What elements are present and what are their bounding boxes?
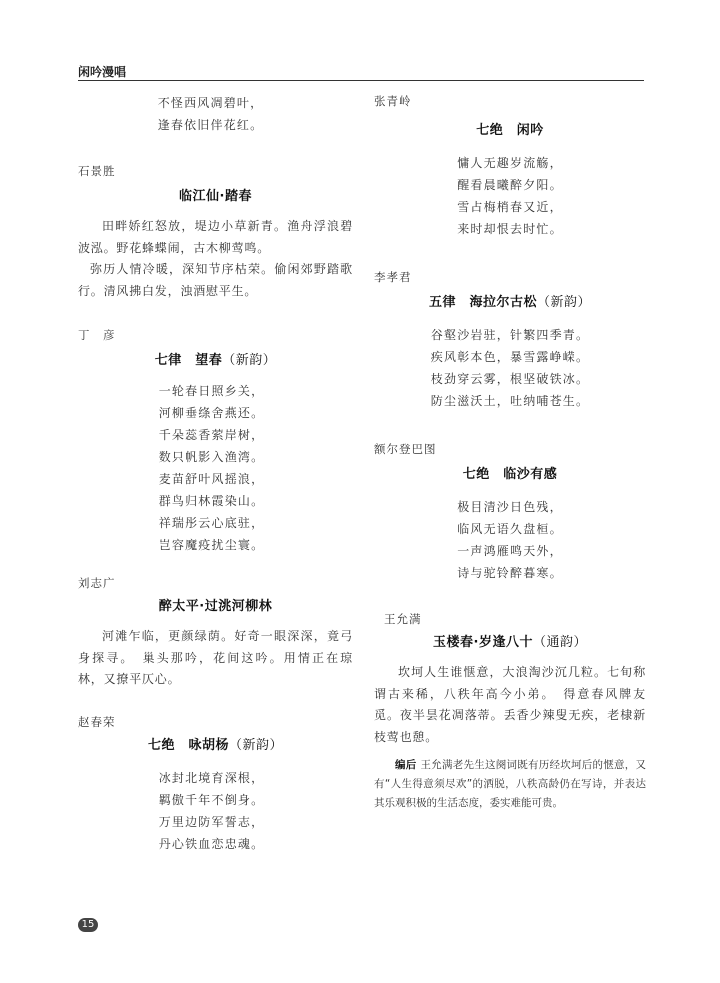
poem-line: 诗与驼铃醉暮寒。 bbox=[457, 566, 563, 580]
poem-author: 丁 彦 bbox=[78, 328, 116, 342]
poem-wangchun bbox=[78, 326, 353, 556]
editor-note-body: 王允满老先生这阕词既有历经坎坷后的惬意，又有“人生得意须尽欢”的洒脱，八秩高龄仍在写诗，并表达其乐观积极的生活态度，委实难能可贵。 bbox=[374, 759, 646, 809]
poem-line: 一轮春日照乡关， bbox=[158, 384, 265, 398]
left-column bbox=[78, 92, 353, 855]
poem-author: 张青岭 bbox=[374, 94, 412, 108]
page-number: 15 bbox=[78, 918, 98, 932]
poem-author: 额尔登巴图 bbox=[374, 442, 437, 456]
poem-line: 不怪西风凋碧叶， bbox=[157, 96, 264, 110]
poem-paragraph: 河滩乍临，更颜绿荫。好奇一眼深深，竟弓身探寻。 巢头那吟，花间这吟。用情正在琼林，又撩平仄心。 bbox=[78, 629, 353, 686]
poem-lines bbox=[70, 380, 353, 556]
poem-lines bbox=[374, 324, 646, 412]
poem-paragraph: 田畔娇红怒放，堤边小草新青。渔舟浮浪碧波泓。野花蜂蝶闹，古木柳莺鸣。 bbox=[78, 219, 353, 255]
poem-huyang bbox=[78, 713, 353, 855]
poem-rhyme-note: （通韵） bbox=[532, 635, 587, 650]
poem-line: 丹心铁血恋忠魂。 bbox=[158, 836, 265, 851]
poem-line: 雪占梅梢春又近， bbox=[457, 200, 563, 214]
poem-line: 一声鸿雁鸣天外， bbox=[457, 544, 563, 558]
poem-line: 羁傲千年不倒身。 bbox=[158, 792, 265, 807]
poem-title bbox=[78, 735, 353, 757]
section-title: 闲吟漫唱 bbox=[78, 65, 127, 79]
poem-title-text: 玉楼春·岁逢八十 bbox=[433, 635, 533, 650]
poem-line: 谷壑沙岩驻，针繁四季青。 bbox=[430, 328, 590, 342]
poem-author: 王允满 bbox=[384, 612, 422, 626]
poem-line: 慵人无趣岁流觞， bbox=[457, 156, 563, 170]
page-header bbox=[78, 60, 644, 81]
poem-line: 枝劲穿云雾，根坚破铁冰。 bbox=[430, 372, 590, 386]
poem-title bbox=[374, 632, 646, 654]
editor-note-text bbox=[374, 756, 646, 813]
continued-poem bbox=[68, 92, 353, 136]
poem-paragraph: 坎坷人生谁惬意，大浪淘沙沉几粒。七旬称谓古来稀，八秩年高今小弟。 得意春风牌友觅。夜半昙花凋落蒂。丢香少辣叟无疾，老棣新枝莺也憩。 bbox=[374, 665, 646, 744]
poem-author: 石景胜 bbox=[78, 164, 116, 178]
poem-yulouchun bbox=[374, 610, 646, 748]
poem-title: 醉太平·过洮河柳林 bbox=[158, 599, 273, 614]
poem-line: 万里边防军誓志， bbox=[158, 814, 265, 829]
poem-title: 七绝 临沙有感 bbox=[462, 467, 558, 482]
poem-line: 逢春依旧伴花红。 bbox=[157, 118, 264, 132]
poem-author: 刘志广 bbox=[78, 576, 116, 590]
poem-line: 祥瑞彤云心底驻， bbox=[158, 516, 265, 530]
editor-note bbox=[374, 756, 646, 813]
poem-linjiangxian bbox=[78, 162, 353, 302]
poem-author: 李孝君 bbox=[374, 270, 412, 284]
poem-line: 防尘滋沃土，吐纳哺苍生。 bbox=[430, 394, 590, 408]
poem-title bbox=[78, 350, 353, 372]
poem-line: 岂容魔疫扰尘寰。 bbox=[158, 538, 265, 552]
poem-title: 临江仙·踏春 bbox=[179, 189, 252, 204]
poem-line: 来时却恨去时忙。 bbox=[457, 222, 563, 236]
poem-line: 河柳垂绦舍燕还。 bbox=[158, 406, 265, 420]
poem-zuitaiping bbox=[78, 574, 353, 691]
poem-line: 群鸟归林霞染山。 bbox=[158, 494, 265, 508]
poem-line: 冰封北境育深根， bbox=[158, 770, 265, 785]
poem-lines bbox=[70, 767, 353, 855]
poem-lines bbox=[374, 152, 646, 240]
poem-line: 疾风彰本色，暴雪露峥嵘。 bbox=[430, 350, 590, 364]
editor-note-label: 编后 bbox=[395, 759, 417, 771]
poem-title-text: 七律 望春 bbox=[154, 353, 223, 368]
poem-title: 七绝 闲吟 bbox=[476, 123, 544, 138]
poem-xianyin bbox=[374, 92, 646, 240]
poem-rhyme-note: （新韵） bbox=[229, 737, 284, 753]
poem-line: 数只帆影入渔湾。 bbox=[158, 450, 265, 464]
poem-title bbox=[374, 292, 646, 314]
poem-hailaer bbox=[374, 268, 646, 412]
poem-line: 麦苗舒叶风摇浪， bbox=[158, 472, 265, 486]
poem-rhyme-note: （新韵） bbox=[222, 353, 277, 368]
poem-author: 赵春荣 bbox=[78, 714, 116, 729]
poem-line: 千朵蕊香萦岸树， bbox=[158, 428, 265, 442]
poem-rhyme-note: （新韵） bbox=[537, 295, 592, 310]
poem-title-text: 七绝 咏胡杨 bbox=[147, 737, 229, 753]
poem-line: 醒看晨曦醉夕阳。 bbox=[457, 178, 563, 192]
right-column bbox=[374, 92, 646, 813]
poem-linsha bbox=[374, 440, 646, 584]
poem-paragraph: 弥历人情冷暖，深知节序枯荣。偷闲郊野踏歌行。清风拂白发，浊酒慰平生。 bbox=[78, 262, 353, 298]
poem-line: 临风无语久盘桓。 bbox=[457, 522, 563, 536]
poem-title-text: 五律 海拉尔古松 bbox=[428, 295, 537, 310]
poem-lines bbox=[374, 496, 646, 584]
poem-line: 极目清沙日色残， bbox=[457, 500, 563, 514]
